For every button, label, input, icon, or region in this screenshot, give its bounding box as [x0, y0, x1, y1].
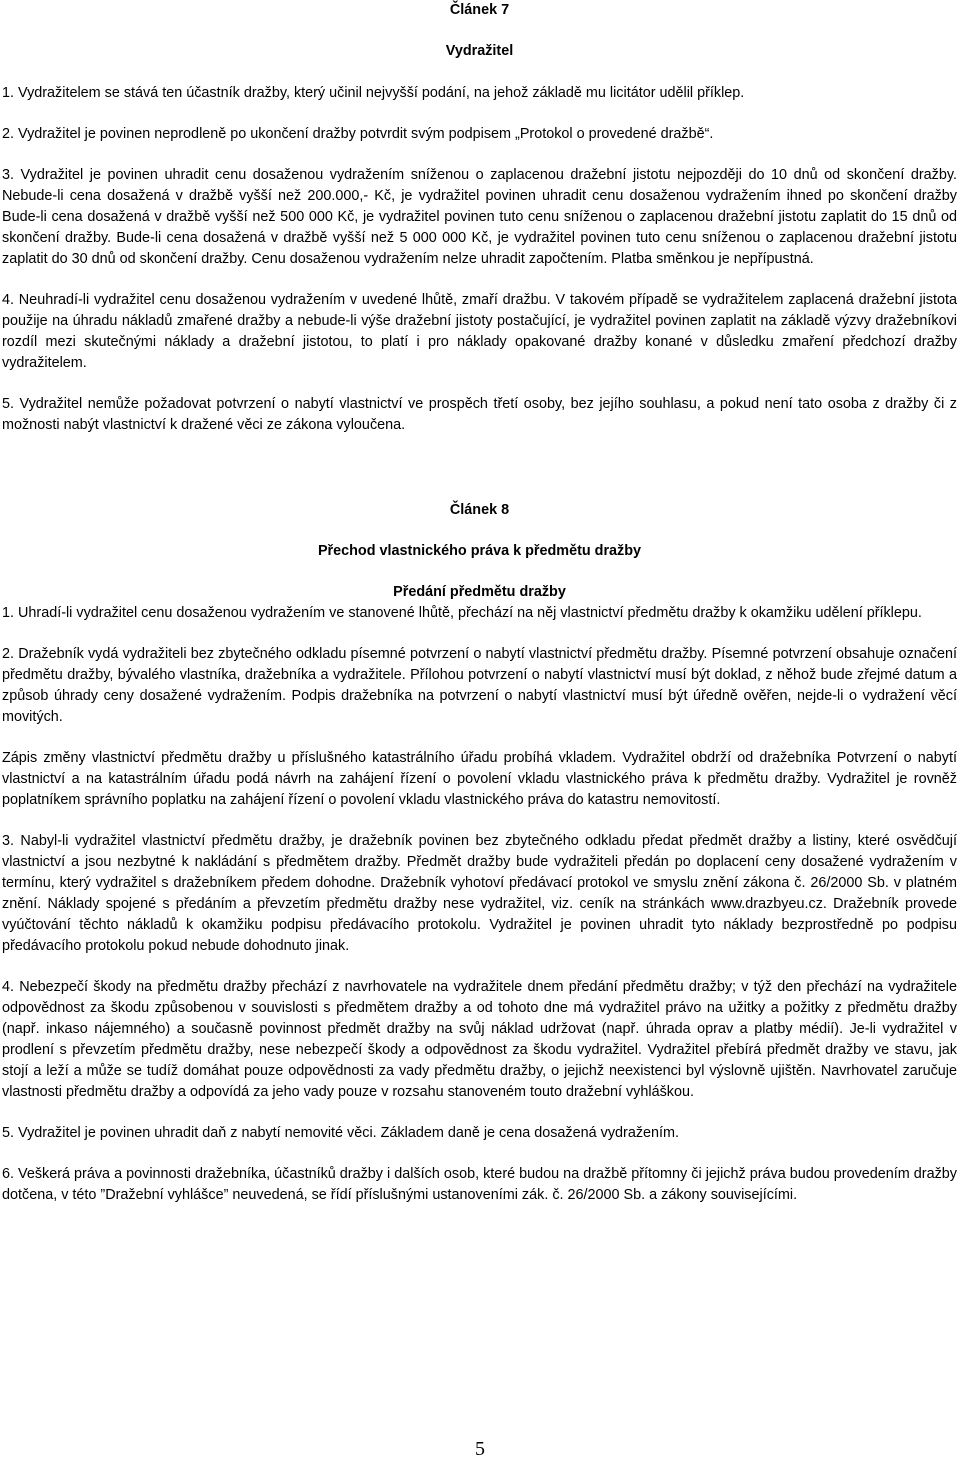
article-7-title: Vydražitel	[445, 43, 514, 59]
article-8-title: Přechod vlastnického práva k předmětu dražby	[317, 543, 642, 559]
article-8-paragraph-5: 5. Vydražitel je povinen uhradit daň z nabytí nemovité věci. Základem daně je cena dosažená vydražením.	[2, 1125, 680, 1141]
article-8-heading: Článek 8	[449, 502, 510, 518]
article-7-paragraph-2: 2. Vydražitel je povinen neprodleně po ukončení dražby potvrdit svým podpisem „Protokol o provedené dražbě“.	[2, 126, 714, 142]
article-7-heading: Článek 7	[449, 2, 510, 18]
document-content	[2, 0, 957, 1206]
article-7-paragraph-5: 5. Vydražitel nemůže požadovat potvrzení o nabytí vlastnictví ve prospěch třetí osoby, bez jejího souhlasu, a pokud není tato osoba z dražby či z možnosti nabýt vlastnictví k dražené věci ze zákona vyloučena.	[2, 396, 957, 433]
article-8-paragraph-2: 2. Dražebník vydá vydražiteli bez zbytečného odkladu písemné potvrzení o nabytí vlastnictví předmětu dražby. Písemné potvrzení obsahuje označení předmětu dražby, bývalého vlastníka, dražebníka a vydražitele. Přílohou potvrzení o nabytí vlastnictví musí být doklad, z něhož bude zřejmé datum a způsob úhrady ceny dosažené vydražením. Podpis dražebníka na potvrzení o nabytí vlastnictví musí být úředně ověřen, nejde-li o vydražení věcí movitých.	[2, 646, 957, 725]
page-number: 5	[475, 1438, 485, 1460]
article-8-paragraph-1: 1. Uhradí-li vydražitel cenu dosaženou vydražením ve stanovené lhůtě, přechází na něj vlastnictví předmětu dražby k okamžiku udělení příklepu.	[2, 605, 922, 621]
article-7-paragraph-3: 3. Vydražitel je povinen uhradit cenu dosaženou vydražením sníženou o zaplacenou dražební jistotu nejpozději do 10 dnů od skončení dražby. Nebude-li cena dosažená v dražbě vyšší než 200.000,- Kč, je vydražitel povinen uhradit cenu dosaženou vydražením ihned po skončení dražby Bude-li cena dosažená v dražbě vyšší než 500 000 Kč, je vydražitel povinen tuto cenu sníženou o zaplacenou dražební jistotu zaplatit do 15 dnů od skončení dražby. Bude-li cena dosažená v dražbě vyšší než 5 000 000 Kč, je vydražitel povinen tuto cenu sníženou o zaplacenou dražební jistotu zaplatit do 30 dnů od skončení dražby. Cenu dosaženou vydražením nelze uhradit započtením. Platba směnkou je nepřípustná.	[2, 167, 957, 267]
article-7-paragraph-4: 4. Neuhradí-li vydražitel cenu dosaženou vydražením v uvedené lhůtě, zmaří dražbu. V takovém případě se vydražitelem zaplacená dražební jistota použije na úhradu nákladů zmařené dražby a nebude-li výše dražební jistoty postačující, je vydražitel povinen zaplatit na základě výzvy dražebníkovi rozdíl mezi skutečnými náklady a dražební jistotou, to platí i pro náklady opakované dražby konané v důsledku zmaření předchozí dražby vydražitelem.	[2, 292, 957, 371]
article-8-subtitle: Předání předmětu dražby	[393, 584, 566, 600]
article-8-paragraph-2b: Zápis změny vlastnictví předmětu dražby u příslušného katastrálního úřadu probíhá vkladem. Vydražitel obdrží od dražebníka Potvrzení o nabytí vlastnictví a na katastrálním úřadu podá návrh na zahájení řízení o povolení vkladu vlastnického práva k předmětu dražby. Vydražitel je rovněž poplatníkem správního poplatku na zahájení řízení o povolení vkladu vlastnického práva do katastru nemovitostí.	[2, 750, 957, 808]
article-8-paragraph-4: 4. Nebezpečí škody na předmětu dražby přechází z navrhovatele na vydražitele dnem předání předmětu dražby; v týž den přechází na vydražitele odpovědnost za škodu způsobenou v souvislosti s předmětem dražby a od tohoto dne má vydražitel právo na užitky a požitky z předmětu dražby (např. inkaso nájemného) a současně povinnost předmět dražby na svůj náklad udržovat (např. úhrada oprav a platby médií). Je-li vydražitel v prodlení s převzetím předmětu dražby, nese nebezpečí škody a odpovědnost za škodu vydražitel. Vydražitel přebírá předmět dražby ve stavu, jak stojí a leží a může se tudíž domáhat pouze odpovědnosti za vady předmětu dražby, o jejichž neexistenci byl výslovně ujištěn. Navrhovatel zaručuje vlastnosti předmětu dražby a odpovídá za jeho vady pouze v rozsahu stanoveném touto dražební vyhláškou.	[2, 979, 957, 1100]
article-8-paragraph-3: 3. Nabyl-li vydražitel vlastnictví předmětu dražby, je dražebník povinen bez zbytečného odkladu předat předmět dražby a listiny, které osvědčují vlastnictví a jsou nezbytné k nakládání s předmětem dražby. Předmět dražby bude vydražiteli předán po doplacení ceny dosažené vydražením v termínu, který vydražitel s dražebníkem předem dohodne. Dražebník vyhotoví předávací protokol ve smyslu znění zákona č. 26/2000 Sb. v platném znění. Náklady spojené s předáním a převzetím předmětu dražby nese vydražitel, viz. ceník na stránkách www.drazbyeu.cz. Dražebník provede vyúčtování těchto nákladů k okamžiku podpisu předávacího protokolu. Vydražitel je povinen uhradit tyto náklady bezprostředně po podpisu předávacího protokolu pokud nebude dohodnuto jinak.	[2, 833, 957, 954]
article-7-paragraph-1: 1. Vydražitelem se stává ten účastník dražby, který učinil nejvyšší podání, na jehož základě mu licitátor udělil příklep.	[2, 85, 745, 101]
article-8-paragraph-6: 6. Veškerá práva a povinnosti dražebníka, účastníků dražby i dalších osob, které budou na dražbě přítomny či jejichž práva budou provedením dražby dotčena, v této ”Dražební vyhlášce” neuvedená, se řídí příslušnými ustanoveními zák. č. 26/2000 Sb. a zákony souvisejícími.	[2, 1166, 957, 1203]
